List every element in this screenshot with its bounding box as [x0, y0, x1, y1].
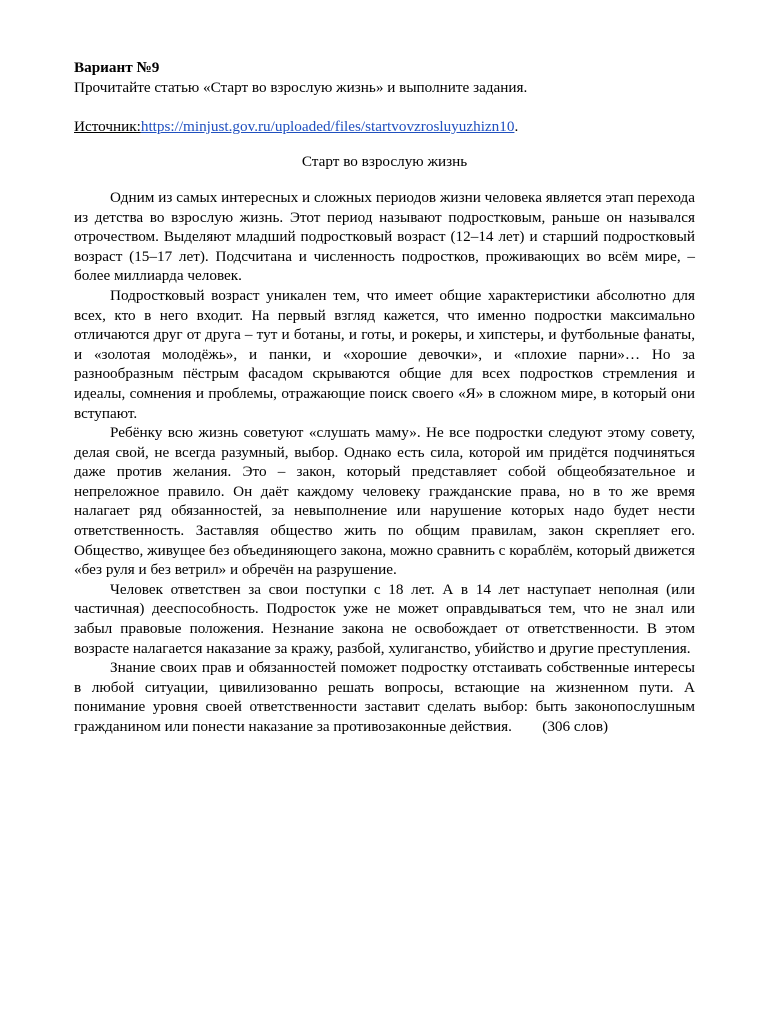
word-count-value: (306 слов) — [542, 718, 609, 735]
source-label: Источник: — [74, 117, 141, 135]
variant-heading: Вариант №9 — [74, 59, 160, 76]
source-line — [74, 117, 695, 137]
task-instruction: Прочитайте статью «Старт во взрослую жизнь» и выполните задания. — [74, 78, 528, 96]
source-link[interactable]: https://minjust.gov.ru/uploaded/files/startvovzrosluyuzhizn10 — [140, 117, 515, 135]
article-paragraph-5 — [74, 658, 695, 736]
word-count — [512, 718, 542, 735]
article-paragraph-3: Ребёнку всю жизнь советуют «слушать маму». Не все подростки следуют этому совету, делая свой, не всегда разумный, выбор. Однако есть сила, которой им придётся подчиняться даже против желания. Это – закон, который представляет собой общеобязательное и непреложное правило. Он даёт каждому человеку гражданские права, но в то же время налагает ряд обязанностей, за невыполнение или нарушение которых надо будет нести ответственность. Заставляя общество жить по общим правилам, закон скрепляет его. Общество, живущее без объединяющего закона, можно сравнить с кораблём, который движется «без руля и без ветрил» и обречён на разрушение. — [74, 424, 695, 579]
article-paragraph-1: Одним из самых интересных и сложных периодов жизни человека является этап перехода из детства во взрослую жизнь. Этот период называют подростковым, раньше он назывался отрочеством. Выделяют младший подростковый возраст (12–14 лет) и старший подростковый возраст (15–17 лет). Подсчитана и численность подростков, проживающих во всём мире, – более миллиарда человек. — [74, 188, 695, 285]
article-title: Старт во взрослую жизнь — [301, 153, 468, 171]
document-page — [74, 58, 695, 737]
article-paragraph-4: Человек ответствен за свои поступки с 18 лет. А в 14 лет наступает неполная (или частичная) дееспособность. Подросток уже не может оправдываться тем, что не знал или забыл правовые положения. Незнание закона не освобождает от ответственности. В этом возрасте налагается наказание за кражу, разбой, хулиганство, убийство и другие преступления. — [74, 580, 695, 657]
source-period: . — [514, 117, 519, 135]
article-paragraph-2: Подростковый возраст уникален тем, что имеет общие характеристики абсолютно для всех, кто в него входит. На первый взгляд кажется, что именно подростки максимально отличаются друг от друга – тут и ботаны, и готы, и рокеры, и хипстеры, и футбольные фанаты, и «золотая молодёжь», и панки, и «хорошие девочки», и «плохие парни»… Но за разнообразным пёстрым фасадом скрываются общие для всех подростков стремления и идеалы, сомнения и проблемы, отражающие поиск своего «Я» в сложном мире, в который они вступают. — [74, 286, 695, 422]
article-paragraph-5-text: Знание своих прав и обязанностей поможет подростку отстаивать собственные интересы в любой ситуации, цивилизованно решать вопросы, встающие на жизненном пути. А понимание уровня своей ответственности заставит сделать выбор: быть законопослушным гражданином или понести наказание за противозаконные действия. — [74, 659, 695, 735]
